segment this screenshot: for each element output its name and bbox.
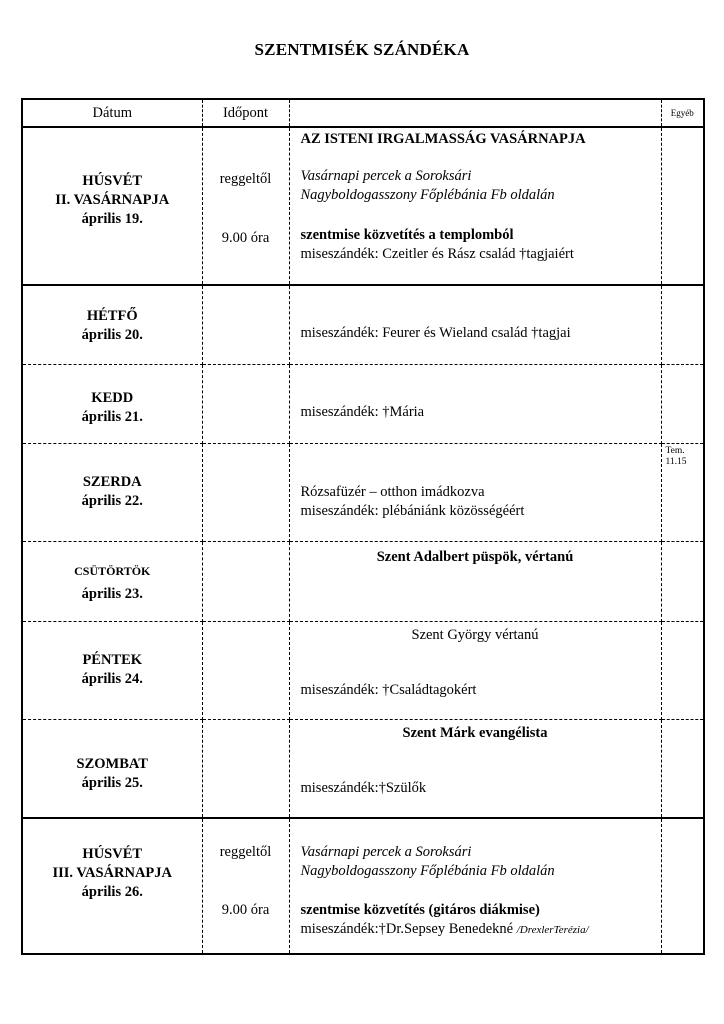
header-date: Dátum <box>22 99 202 127</box>
time-value: reggeltől <box>219 171 272 187</box>
intention-line: miseszándék:†Szülők <box>300 779 427 796</box>
other-note: Tem. <box>665 445 685 456</box>
text-line: szentmise közvetítés a templomból <box>300 227 514 243</box>
text-cell <box>289 818 661 954</box>
table-row <box>22 364 704 443</box>
text-line: Nagyboldogasszony Főplébánia Fb oldalán <box>300 187 555 203</box>
intention-line <box>301 920 661 940</box>
day-name: II. VASÁRNAPJA <box>55 192 170 208</box>
day-name: CSÜTÖRTÖK <box>74 563 151 578</box>
feast-heading: Szent Márk evangélista <box>402 724 548 741</box>
text-cell <box>289 364 661 443</box>
other-cell <box>661 541 704 621</box>
other-cell <box>661 719 704 818</box>
table-row <box>22 818 704 954</box>
other-cell <box>661 621 704 719</box>
feast-heading: Szent György vértanú <box>411 626 539 643</box>
time-cell <box>202 719 289 818</box>
day-date: április 19. <box>81 211 143 227</box>
other-note: 11.15 <box>665 456 687 467</box>
header-other: Egyéb <box>661 99 704 127</box>
day-date: április 22. <box>81 492 143 509</box>
mass-intentions-table <box>21 98 705 955</box>
intention-note: /DrexlerTerézia/ <box>516 924 589 936</box>
day-date: április 21. <box>81 408 143 425</box>
date-cell <box>22 621 202 719</box>
intention-line: miseszándék: Czeitler és Rász család †tagjaiért <box>300 246 574 262</box>
day-date: április 25. <box>81 774 143 791</box>
day-date: április 20. <box>81 327 143 343</box>
time-cell <box>202 541 289 621</box>
time-cell <box>202 127 289 285</box>
time-cell <box>202 443 289 541</box>
date-cell <box>22 364 202 443</box>
table-row <box>22 541 704 621</box>
intention-text: miseszándék:†Dr.Sepsey Benedekné <box>300 921 514 937</box>
time-value: reggeltől <box>219 844 272 860</box>
intention-line: miseszándék: †Mária <box>300 403 425 420</box>
other-cell <box>661 364 704 443</box>
feast-heading: Szent Adalbert püspök, vértanú <box>376 548 574 565</box>
text-cell <box>289 443 661 541</box>
table-row <box>22 285 704 364</box>
page-title: SZENTMISÉK SZÁNDÉKA <box>254 40 470 59</box>
other-cell <box>661 285 704 364</box>
text-line: Vasárnapi percek a Soroksári <box>300 844 472 860</box>
day-name: SZOMBAT <box>76 755 148 772</box>
date-cell <box>22 541 202 621</box>
day-name: KEDD <box>91 389 134 406</box>
date-cell <box>22 818 202 954</box>
date-cell <box>22 127 202 285</box>
intention-line: miseszándék: Feurer és Wieland család †tagjai <box>300 325 571 341</box>
feast-heading: AZ ISTENI IRGALMASSÁG VASÁRNAPJA <box>300 131 586 147</box>
text-cell <box>289 127 661 285</box>
text-cell <box>289 719 661 818</box>
day-date: április 26. <box>81 884 143 900</box>
table-row <box>22 127 704 285</box>
other-cell <box>661 127 704 285</box>
day-name: SZERDA <box>82 473 142 490</box>
text-cell <box>289 285 661 364</box>
time-value: 9.00 óra <box>221 230 270 246</box>
date-cell <box>22 285 202 364</box>
date-cell <box>22 719 202 818</box>
text-line: szentmise közvetítés (gitáros diákmise) <box>300 902 540 918</box>
day-date: április 24. <box>81 670 143 687</box>
text-cell <box>289 621 661 719</box>
day-name: PÉNTEK <box>82 651 143 668</box>
day-date: április 23. <box>81 585 143 602</box>
table-row <box>22 719 704 818</box>
time-value: 9.00 óra <box>221 902 270 918</box>
day-name: III. VASÁRNAPJA <box>52 865 173 881</box>
other-cell <box>661 818 704 954</box>
day-name: HÚSVÉT <box>82 173 143 189</box>
time-cell <box>202 364 289 443</box>
day-name: HÚSVÉT <box>82 846 143 862</box>
header-text <box>289 99 661 127</box>
text-line: Rózsafüzér – otthon imádkozva <box>300 483 485 500</box>
time-cell <box>202 621 289 719</box>
table-row <box>22 621 704 719</box>
other-cell <box>661 443 704 541</box>
text-line: Vasárnapi percek a Soroksári <box>300 168 472 184</box>
date-cell <box>22 443 202 541</box>
table-header-row <box>22 99 704 127</box>
table-row <box>22 443 704 541</box>
intention-line: miseszándék: †Családtagokért <box>300 681 477 698</box>
time-cell <box>202 818 289 954</box>
text-line: Nagyboldogasszony Főplébánia Fb oldalán <box>300 863 555 879</box>
time-cell <box>202 285 289 364</box>
intention-line: miseszándék: plébániánk közösségéért <box>300 502 525 519</box>
text-cell <box>289 541 661 621</box>
header-time: Időpont <box>202 99 289 127</box>
day-name: HÉTFŐ <box>86 308 138 324</box>
